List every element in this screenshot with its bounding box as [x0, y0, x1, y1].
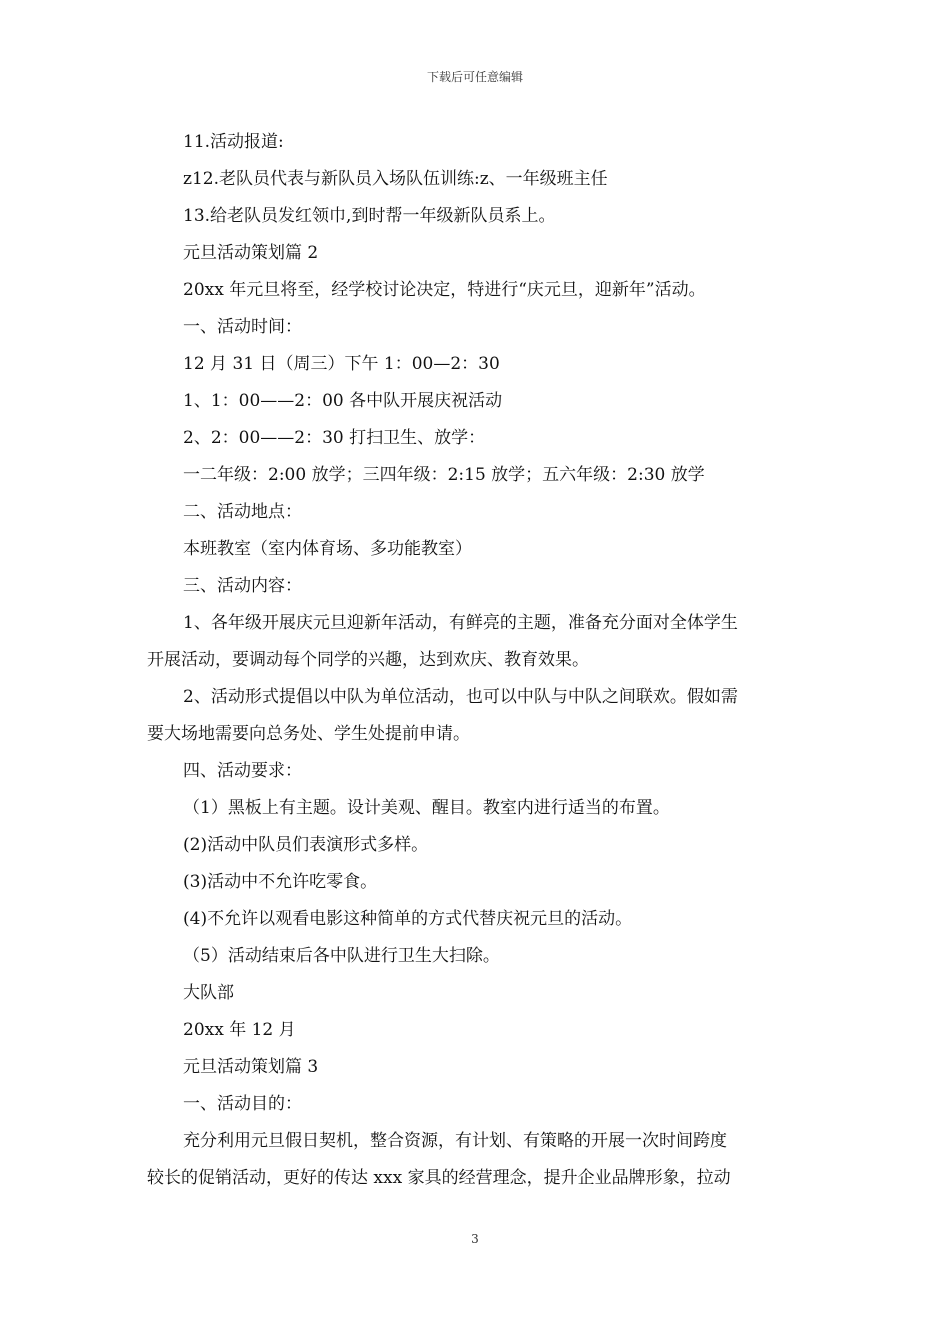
- section-heading: 二、活动地点：: [183, 502, 302, 522]
- page-number: 3: [471, 1232, 479, 1246]
- section-title: 元旦活动策划篇 3: [183, 1057, 319, 1077]
- text-line: 较长的促销活动，更好的传达 xxx 家具的经营理念，提升企业品牌形象，拉动: [147, 1168, 731, 1188]
- text-line: 本班教室（室内体育场、多功能教室）: [183, 539, 472, 559]
- text-line: 12 月 31 日（周三）下午 1：00—2：30: [183, 354, 500, 374]
- text-line: 2、2：00——2：30 打扫卫生、放学：: [183, 428, 486, 448]
- document-body: [147, 124, 807, 1197]
- text-line: 充分利用元旦假日契机，整合资源，有计划、有策略的开展一次时间跨度: [183, 1131, 727, 1151]
- text-line: 11.活动报道:: [183, 132, 284, 152]
- text-line: (2)活动中队员们表演形式多样。: [183, 835, 429, 855]
- date-text: 20xx 年 12 月: [183, 1020, 296, 1040]
- text-line: z12.老队员代表与新队员入场队伍训练:z、一年级班主任: [183, 169, 608, 189]
- text-line: 20xx 年元旦将至，经学校讨论决定，特进行“庆元旦，迎新年”活动。: [183, 280, 706, 300]
- text-line: 要大场地需要向总务处、学生处提前申请。: [147, 724, 470, 744]
- text-line: 开展活动，要调动每个同学的兴趣，达到欢庆、教育效果。: [147, 650, 589, 670]
- section-heading: 三、活动内容：: [183, 576, 302, 596]
- section-heading: 一、活动时间：: [183, 317, 302, 337]
- text-line: （5）活动结束后各中队进行卫生大扫除。: [183, 946, 500, 966]
- text-line: 1、1：00——2：00 各中队开展庆祝活动: [183, 391, 503, 411]
- text-line: (4)不允许以观看电影这种简单的方式代替庆祝元旦的活动。: [183, 909, 633, 929]
- page-header: 下载后可任意编辑: [426, 70, 523, 84]
- text-line: （1）黑板上有主题。设计美观、醒目。教室内进行适当的布置。: [183, 798, 670, 818]
- text-line: 一二年级：2:00 放学；三四年级：2:15 放学；五六年级：2:30 放学: [183, 465, 705, 485]
- text-line: 1、各年级开展庆元旦迎新年活动，有鲜亮的主题，准备充分面对全体学生: [183, 613, 738, 633]
- text-line: 2、活动形式提倡以中队为单位活动，也可以中队与中队之间联欢。假如需: [183, 687, 738, 707]
- signature-text: 大队部: [183, 983, 234, 1003]
- text-line: (3)活动中不允许吃零食。: [183, 872, 378, 892]
- section-heading: 四、活动要求：: [183, 761, 302, 781]
- text-line: 13.给老队员发红领巾,到时帮一年级新队员系上。: [183, 206, 556, 226]
- section-heading: 一、活动目的：: [183, 1094, 302, 1114]
- section-title: 元旦活动策划篇 2: [183, 243, 319, 263]
